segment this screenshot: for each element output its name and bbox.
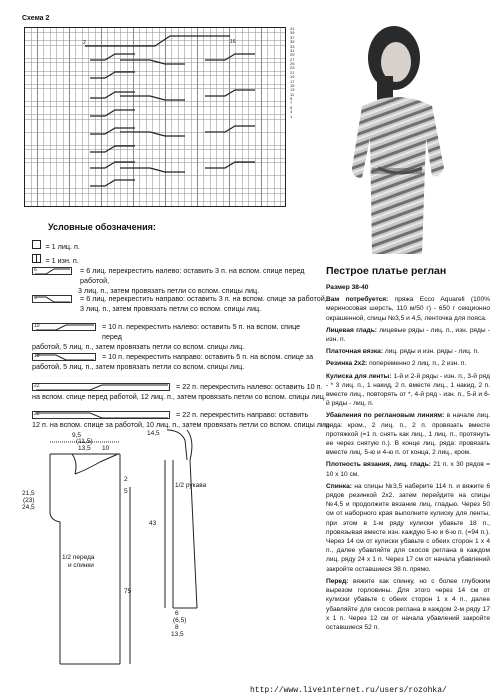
dim-top-4: 10 bbox=[102, 445, 110, 452]
sleeve-dim-bottom-3: 8 bbox=[175, 624, 179, 631]
knit-symbol-icon bbox=[32, 240, 41, 249]
legend-item-2: = 6 лиц. перекрестить направо: оставить 3 п. на вспом. спице за работой, 3 лиц. п., затем провязать петли со вспом. спицы лиц. bbox=[80, 294, 327, 313]
legend-title: Условные обозначения: bbox=[48, 222, 156, 232]
para-raglan: Убавления по реглановым линиям: в начале лиц. ряда: кром., 2 лиц. п., 2 п. провязать вместе протяжкой (=1 п. снять как лиц., 1 лиц. п., протянуть ее через снятую п.). В конце лиц. ряда: провязать вместе лиц. 5-ю и 4-ю п. от конца, 2 лиц., кром. bbox=[326, 412, 490, 457]
cable-6-right-symbol-icon bbox=[32, 294, 74, 304]
legend-block bbox=[32, 236, 332, 429]
legend-item-3: = 10 п. перекрестить налево: оставить 5 п. на вспом. спице перед работой, 5 лиц. п., затем провязать петли со вспом. спицы лиц. bbox=[32, 322, 301, 351]
sleeve-dim-bottom-1: 6 bbox=[175, 610, 179, 617]
sleeve-pattern-diagram bbox=[145, 420, 225, 670]
row-number: 39 bbox=[290, 30, 295, 36]
row-number: 27 bbox=[290, 56, 295, 62]
knitting-chart bbox=[24, 27, 286, 207]
dim-75: 75 bbox=[124, 588, 132, 595]
para-need: Вам потребуется: пряжа Ecco Aquarell (100% мериносовая шерсть, 110 м/50 г) - 650 г секционно окрашенной, спицы №3,5 и 4,5, ленточка для пояса. bbox=[326, 296, 490, 322]
legend-item-6: = 22 п. перекрестить направо: оставить 12 п. на вспом. спице за работой, 10 лиц. п., затем провязать петли со вспом. спицы лиц. bbox=[32, 410, 332, 429]
row-number: 21 bbox=[290, 69, 295, 75]
dim-2: 2 bbox=[124, 476, 128, 483]
cable-number: 10 bbox=[34, 353, 40, 359]
cable-marks bbox=[25, 28, 287, 208]
para-front: Перед: вяжите как спинку, но с более глубоким вырезом горловины. Для этого через 14 см от кулиски убавьте с обеих сторон 1 x 4 п., далее убавляйте для скосов реглана в каждом 2-м ряду 17 x 1 п. Через 12 см от начала убавлений закройте оставшиеся 52 п. bbox=[326, 577, 490, 631]
row-number: 25 bbox=[290, 61, 295, 66]
legend-item-1: = 6 лиц. перекрестить налево: оставить 3 п. на вспом. спице перед работой, 3 лиц. п., затем провязать петли со вспом. спицы лиц. bbox=[78, 266, 305, 295]
row-number: 13 bbox=[290, 87, 295, 93]
dim-top-1: 9,5 bbox=[72, 432, 82, 439]
row-number: 1 bbox=[290, 113, 293, 119]
body-pattern-shape bbox=[20, 432, 150, 672]
legend-knit-text: = 1 лиц. п. bbox=[45, 242, 80, 251]
cable-6-left-symbol-icon bbox=[32, 266, 74, 276]
article-title: Пестрое платье реглан bbox=[326, 265, 447, 277]
sleeve-label: 1/2 рукава bbox=[175, 482, 207, 489]
cable-number: 22 bbox=[34, 411, 40, 417]
cable-10-right-symbol-icon bbox=[32, 352, 98, 362]
dim-top-3: 13,5 bbox=[78, 445, 91, 452]
source-url-link[interactable]: http://www.liveinternet.ru/users/rozohka/ bbox=[250, 686, 447, 695]
row-number: 17 bbox=[290, 78, 295, 84]
body-pattern-diagram bbox=[20, 432, 150, 672]
row-numbers bbox=[290, 27, 304, 207]
article-size: Размер 38-40 bbox=[326, 284, 369, 291]
dim-left-3: 24,5 bbox=[22, 504, 35, 511]
row-number: 19 bbox=[290, 74, 295, 80]
schema-title: Схема 2 bbox=[22, 15, 50, 22]
row-number: 29 bbox=[290, 52, 295, 58]
para-density: Плотность вязания, лиц. гладь: 21 п. x 30 рядов = 10 x 10 см. bbox=[326, 461, 490, 478]
dim-5: 5 bbox=[124, 488, 128, 495]
cable-number: 10 bbox=[34, 323, 40, 329]
cable-10-left-symbol-icon bbox=[32, 322, 98, 332]
cable-number: 22 bbox=[34, 383, 40, 389]
para-garter: Платочная вязка: лиц. ряды и изн. ряды - лиц. п. bbox=[326, 348, 479, 356]
model-photo-illustration bbox=[322, 18, 482, 254]
row-number: 5 bbox=[290, 104, 293, 110]
cable-number: 6 bbox=[34, 295, 37, 301]
dim-top-2: (11,5) bbox=[76, 438, 93, 445]
row-number: 11 bbox=[290, 91, 295, 97]
row-number: 7 bbox=[290, 100, 293, 106]
legend-item-4: = 10 п. перекрестить направо: оставить 5 п. на вспом. спице за работой, 5 лиц. п., затем провязать петли со вспом. спицы лиц. bbox=[32, 352, 314, 371]
row-number: 23 bbox=[290, 65, 295, 71]
chart-mark-a: 2 bbox=[83, 40, 86, 46]
sleeve-dim-43: 43 bbox=[149, 520, 157, 527]
sleeve-dim-bottom-4: 13,5 bbox=[171, 631, 184, 638]
sleeve-dim-bottom-2: (6,5) bbox=[173, 617, 187, 624]
row-number: 33 bbox=[290, 43, 295, 49]
para-back: Спинка: на спицы №3,5 наберите 114 п. и вяжите 6 рядов резинкой 2x2, затем перейдите на спицы №4,5 и продолжите вязание лиц. гладью. Через 50 см от наборного края выполните кулиску для ленты, при этом в 1-м ряду кулиски убавьте 18 п., провязывая вместе изн. каждую 5-ю и 6-ю п. (=94 п.). Через 14 см от кулиски убавьте с обеих сторон 1 x 4 п., далее убавляйте для скосов реглана в каждом лиц. ряду 24 x 1 п. Через 17 см от начала убавлений закройте оставшиеся 38 п. прямо. bbox=[326, 482, 490, 573]
legend-purl-text: = 1 изн. п. bbox=[45, 256, 79, 265]
label-front: 1/2 переда bbox=[62, 554, 95, 561]
row-number: 31 bbox=[290, 47, 295, 53]
cable-22-left-symbol-icon bbox=[32, 382, 172, 392]
purl-symbol-icon bbox=[32, 254, 41, 263]
para-rib: Резинка 2x2: попеременно 2 лиц. п., 2 изн. п. bbox=[326, 360, 467, 368]
row-number: 15 bbox=[290, 82, 295, 88]
row-number: 37 bbox=[290, 34, 295, 40]
chart-mark-b: 16 bbox=[230, 39, 236, 45]
cable-number: 6 bbox=[34, 267, 37, 273]
sleeve-dim-top: 14,5 bbox=[147, 430, 160, 437]
cable-22-right-symbol-icon bbox=[32, 410, 172, 420]
model-photo bbox=[322, 18, 482, 254]
label-front-2: и спинки bbox=[68, 562, 94, 569]
article-column bbox=[326, 265, 490, 635]
para-face: Лицевая гладь: лицевые ряды - лиц. п., изн. ряды - изн. п. bbox=[326, 326, 490, 344]
dim-left-1: 21,5 bbox=[22, 490, 35, 497]
row-number: 9 bbox=[290, 96, 293, 101]
row-number: 41 bbox=[290, 26, 295, 31]
legend-item-5: = 22 п. перекрестить налево: оставить 10 п. на вспом. спице перед работой, 12 лиц. п., затем провязать петли со вспом. спицы лиц. bbox=[32, 382, 326, 401]
row-number: 3 bbox=[290, 109, 293, 115]
row-number: 35 bbox=[290, 39, 295, 45]
sleeve-pattern-shape bbox=[145, 420, 225, 670]
para-eyelets: Кулиска для ленты: 1-й и 2-й ряды - изн. п., 3-й ряд - * 3 лиц. п., 1 накид, 2 п. вместе лиц., 1 накид, 2 п. вместе лиц., повторять от *, 4-й ряд - изн. п., 5-й и 6-й ряды - лиц. п. bbox=[326, 372, 490, 408]
dim-left-2: (23) bbox=[23, 497, 35, 504]
